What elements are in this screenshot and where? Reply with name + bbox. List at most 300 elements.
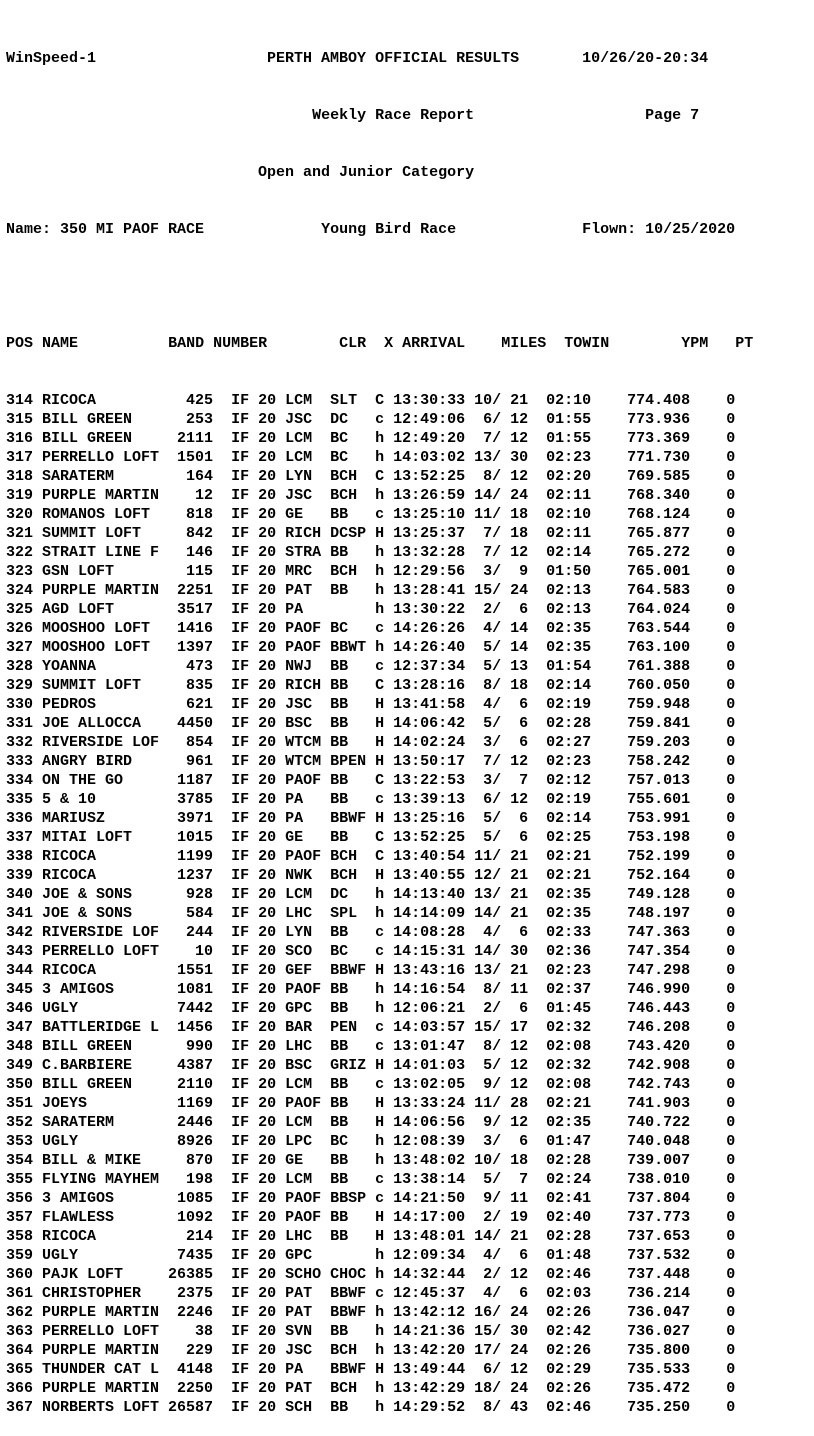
cell-pt: 0 <box>726 1114 736 1131</box>
cell-band: 928 <box>168 886 232 903</box>
cell-clr: BB <box>330 924 376 941</box>
cell-pos: 319 <box>6 487 43 504</box>
cell-x: C <box>375 772 394 789</box>
cell-ring: IF 20 JSC <box>231 696 331 713</box>
cell-pt: 0 <box>726 639 736 656</box>
cell-name: MARIUSZ <box>42 810 169 827</box>
cell-x: h <box>375 1000 394 1017</box>
cell-arrival: 13:28:41 <box>393 582 475 599</box>
cell-towin: 02:33 <box>546 924 610 941</box>
cell-ypm: 755.601 <box>609 791 727 808</box>
cell-pos: 351 <box>6 1095 43 1112</box>
cell-band: 253 <box>168 411 232 428</box>
cell-pos: 337 <box>6 829 43 846</box>
cell-pt: 0 <box>726 1076 736 1093</box>
cell-ring: IF 20 JSC <box>231 1342 331 1359</box>
cell-ring: IF 20 LHC <box>231 905 331 922</box>
cell-arrival: 14:02:24 <box>393 734 475 751</box>
cell-towin: 02:13 <box>546 601 610 618</box>
cell-pt: 0 <box>726 1380 736 1397</box>
cell-clr: BC <box>330 449 376 466</box>
cell-x: c <box>375 1285 394 1302</box>
cell-clr: BBWF <box>330 1304 376 1321</box>
table-row <box>6 543 753 562</box>
cell-x: C <box>375 848 394 865</box>
cell-band: 244 <box>168 924 232 941</box>
cell-arrival: 13:22:53 <box>393 772 475 789</box>
cell-ypm: 771.730 <box>609 449 727 466</box>
cell-miles: 15/ 24 <box>474 582 547 599</box>
cell-miles: 9/ 11 <box>474 1190 547 1207</box>
cell-ypm: 769.585 <box>609 468 727 485</box>
cell-pos: 350 <box>6 1076 43 1093</box>
cell-arrival: 13:25:37 <box>393 525 475 542</box>
cell-band: 164 <box>168 468 232 485</box>
cell-arrival: 13:26:59 <box>393 487 475 504</box>
cell-name: BATTLERIDGE L <box>42 1019 169 1036</box>
cell-ypm: 761.388 <box>609 658 727 675</box>
cell-ring: IF 20 PA <box>231 810 331 827</box>
cell-pos: 367 <box>6 1399 43 1416</box>
cell-arrival: 13:42:29 <box>393 1380 475 1397</box>
cell-name: PERRELLO LOFT <box>42 943 169 960</box>
cell-ypm: 765.001 <box>609 563 727 580</box>
cell-arrival: 12:37:34 <box>393 658 475 675</box>
cell-pos: 329 <box>6 677 43 694</box>
cell-x: C <box>375 392 394 409</box>
cell-pt: 0 <box>726 525 736 542</box>
race-type: Young Bird Race <box>321 221 457 238</box>
cell-miles: 4/ 6 <box>474 924 547 941</box>
table-row <box>6 714 753 733</box>
cell-ring: IF 20 PAOF <box>231 1190 331 1207</box>
cell-ypm: 764.583 <box>609 582 727 599</box>
table-row <box>6 410 753 429</box>
cell-towin: 02:36 <box>546 943 610 960</box>
cell-clr: BBWF <box>330 810 376 827</box>
cell-band: 584 <box>168 905 232 922</box>
table-row <box>6 581 753 600</box>
cell-x: h <box>375 1323 394 1340</box>
cell-miles: 10/ 18 <box>474 1152 547 1169</box>
cell-pt: 0 <box>726 677 736 694</box>
cell-arrival: 13:41:58 <box>393 696 475 713</box>
cell-towin: 02:41 <box>546 1190 610 1207</box>
cell-pt: 0 <box>726 715 736 732</box>
cell-band: 1081 <box>168 981 232 998</box>
cell-clr: BCH <box>330 867 376 884</box>
cell-pt: 0 <box>726 1342 736 1359</box>
cell-band: 842 <box>168 525 232 542</box>
cell-name: UGLY <box>42 1133 169 1150</box>
cell-ring: IF 20 LCM <box>231 1114 331 1131</box>
cell-band: 473 <box>168 658 232 675</box>
cell-towin: 02:19 <box>546 791 610 808</box>
cell-arrival: 14:06:56 <box>393 1114 475 1131</box>
cell-pos: 333 <box>6 753 43 770</box>
cell-band: 7435 <box>168 1247 232 1264</box>
table-row <box>6 391 753 410</box>
cell-ypm: 764.024 <box>609 601 727 618</box>
table-row <box>6 1056 753 1075</box>
cell-name: PURPLE MARTIN <box>42 582 169 599</box>
cell-band: 2251 <box>168 582 232 599</box>
table-row <box>6 980 753 999</box>
table-row <box>6 1075 753 1094</box>
cell-ypm: 736.214 <box>609 1285 727 1302</box>
cell-x: h <box>375 1399 394 1416</box>
cell-miles: 3/ 9 <box>474 563 547 580</box>
cell-towin: 02:42 <box>546 1323 610 1340</box>
table-row <box>6 866 753 885</box>
table-row <box>6 809 753 828</box>
cell-arrival: 12:08:39 <box>393 1133 475 1150</box>
col-pos: POS <box>6 335 34 352</box>
cell-arrival: 14:03:02 <box>393 449 475 466</box>
cell-ring: IF 20 PAOF <box>231 1095 331 1112</box>
table-row <box>6 923 753 942</box>
cell-miles: 8/ 11 <box>474 981 547 998</box>
cell-miles: 10/ 21 <box>474 392 547 409</box>
cell-x: h <box>375 544 394 561</box>
cell-pt: 0 <box>726 468 736 485</box>
cell-towin: 01:55 <box>546 430 610 447</box>
cell-band: 8926 <box>168 1133 232 1150</box>
cell-ring: IF 20 LHC <box>231 1228 331 1245</box>
cell-arrival: 14:01:03 <box>393 1057 475 1074</box>
cell-band: 990 <box>168 1038 232 1055</box>
cell-name: PURPLE MARTIN <box>42 1342 169 1359</box>
cell-pos: 340 <box>6 886 43 903</box>
cell-ring: IF 20 GPC <box>231 1247 331 1264</box>
table-row <box>6 1341 753 1360</box>
table-row <box>6 676 753 695</box>
cell-x: H <box>375 962 394 979</box>
col-ypm: YPM <box>681 335 709 352</box>
cell-pos: 325 <box>6 601 43 618</box>
cell-band: 1015 <box>168 829 232 846</box>
cell-pos: 330 <box>6 696 43 713</box>
cell-clr: BCH <box>330 1380 376 1397</box>
cell-name: MITAI LOFT <box>42 829 169 846</box>
cell-clr: BBWF <box>330 962 376 979</box>
cell-pos: 352 <box>6 1114 43 1131</box>
cell-ypm: 759.948 <box>609 696 727 713</box>
cell-pt: 0 <box>726 1266 736 1283</box>
cell-pos: 356 <box>6 1190 43 1207</box>
cell-towin: 02:20 <box>546 468 610 485</box>
cell-band: 2375 <box>168 1285 232 1302</box>
cell-band: 3785 <box>168 791 232 808</box>
cell-pos: 334 <box>6 772 43 789</box>
cell-band: 229 <box>168 1342 232 1359</box>
cell-x: c <box>375 791 394 808</box>
cell-towin: 02:08 <box>546 1038 610 1055</box>
cell-towin: 02:29 <box>546 1361 610 1378</box>
cell-pos: 348 <box>6 1038 43 1055</box>
cell-name: MOOSHOO LOFT <box>42 639 169 656</box>
cell-miles: 4/ 6 <box>474 1285 547 1302</box>
cell-towin: 02:21 <box>546 867 610 884</box>
cell-arrival: 14:16:54 <box>393 981 475 998</box>
cell-ypm: 746.443 <box>609 1000 727 1017</box>
cell-ring: IF 20 LPC <box>231 1133 331 1150</box>
cell-towin: 02:26 <box>546 1342 610 1359</box>
column-headers <box>6 334 753 353</box>
cell-name: CHRISTOPHER <box>42 1285 169 1302</box>
cell-ypm: 740.048 <box>609 1133 727 1150</box>
cell-arrival: 12:45:37 <box>393 1285 475 1302</box>
cell-pt: 0 <box>726 601 736 618</box>
cell-name: MOOSHOO LOFT <box>42 620 169 637</box>
cell-pos: 314 <box>6 392 43 409</box>
col-towin: TOWIN <box>564 335 610 352</box>
cell-arrival: 13:33:24 <box>393 1095 475 1112</box>
cell-clr: BB <box>330 658 376 675</box>
cell-pt: 0 <box>726 563 736 580</box>
header-line-3 <box>6 163 753 182</box>
cell-pos: 335 <box>6 791 43 808</box>
cell-x: H <box>375 696 394 713</box>
cell-band: 1551 <box>168 962 232 979</box>
cell-towin: 02:28 <box>546 1228 610 1245</box>
cell-ring: IF 20 RICH <box>231 525 331 542</box>
cell-band: 26587 <box>168 1399 232 1416</box>
cell-clr: BBWF <box>330 1361 376 1378</box>
cell-pt: 0 <box>726 1038 736 1055</box>
cell-clr: BCH <box>330 468 376 485</box>
cell-towin: 01:47 <box>546 1133 610 1150</box>
table-row <box>6 1189 753 1208</box>
cell-miles: 6/ 12 <box>474 411 547 428</box>
cell-arrival: 13:02:05 <box>393 1076 475 1093</box>
cell-ring: IF 20 LCM <box>231 1076 331 1093</box>
cell-ring: IF 20 WTCM <box>231 734 331 751</box>
cell-miles: 11/ 18 <box>474 506 547 523</box>
cell-clr <box>330 601 375 618</box>
cell-clr: BB <box>330 1000 376 1017</box>
cell-x: H <box>375 1095 394 1112</box>
cell-clr: BB <box>330 829 376 846</box>
cell-x: H <box>375 753 394 770</box>
table-row <box>6 1322 753 1341</box>
cell-x: h <box>375 1133 394 1150</box>
cell-towin: 02:11 <box>546 525 610 542</box>
cell-pos: 321 <box>6 525 43 542</box>
cell-arrival: 14:21:50 <box>393 1190 475 1207</box>
cell-x: h <box>375 449 394 466</box>
cell-arrival: 14:08:28 <box>393 924 475 941</box>
cell-name: RICOCA <box>42 1228 169 1245</box>
cell-pt: 0 <box>726 772 736 789</box>
cell-name: 3 AMIGOS <box>42 1190 169 1207</box>
cell-x: h <box>375 1342 394 1359</box>
cell-pos: 341 <box>6 905 43 922</box>
cell-clr: BB <box>330 1152 376 1169</box>
table-row <box>6 1284 753 1303</box>
cell-towin: 02:14 <box>546 810 610 827</box>
cell-name: AGD LOFT <box>42 601 169 618</box>
cell-arrival: 13:40:55 <box>393 867 475 884</box>
cell-miles: 11/ 21 <box>474 848 547 865</box>
col-arrival: ARRIVAL <box>402 335 466 352</box>
cell-pt: 0 <box>726 1171 736 1188</box>
cell-x: H <box>375 525 394 542</box>
cell-ring: IF 20 LCM <box>231 449 331 466</box>
cell-towin: 01:54 <box>546 658 610 675</box>
cell-x: H <box>375 734 394 751</box>
cell-name: ANGRY BIRD <box>42 753 169 770</box>
cell-pos: 338 <box>6 848 43 865</box>
cell-towin: 02:35 <box>546 620 610 637</box>
table-row <box>6 1227 753 1246</box>
cell-towin: 02:26 <box>546 1304 610 1321</box>
cell-pt: 0 <box>726 411 736 428</box>
table-row <box>6 695 753 714</box>
table-row <box>6 505 753 524</box>
cell-name: RICOCA <box>42 392 169 409</box>
cell-band: 2446 <box>168 1114 232 1131</box>
cell-pos: 317 <box>6 449 43 466</box>
cell-pt: 0 <box>726 962 736 979</box>
table-row <box>6 961 753 980</box>
cell-x: h <box>375 1152 394 1169</box>
cell-ypm: 753.991 <box>609 810 727 827</box>
cell-miles: 11/ 28 <box>474 1095 547 1112</box>
table-row <box>6 1398 753 1417</box>
cell-towin: 01:55 <box>546 411 610 428</box>
cell-miles: 13/ 21 <box>474 886 547 903</box>
cell-pos: 336 <box>6 810 43 827</box>
cell-arrival: 14:13:40 <box>393 886 475 903</box>
cell-ring: IF 20 WTCM <box>231 753 331 770</box>
cell-ypm: 773.369 <box>609 430 727 447</box>
cell-miles: 16/ 24 <box>474 1304 547 1321</box>
cell-miles: 5/ 12 <box>474 1057 547 1074</box>
cell-ypm: 742.908 <box>609 1057 727 1074</box>
cell-pt: 0 <box>726 449 736 466</box>
cell-pos: 324 <box>6 582 43 599</box>
cell-pt: 0 <box>726 696 736 713</box>
table-row <box>6 486 753 505</box>
cell-name: GSN LOFT <box>42 563 169 580</box>
cell-clr: BBWF <box>330 1285 376 1302</box>
cell-pos: 361 <box>6 1285 43 1302</box>
table-row <box>6 771 753 790</box>
cell-arrival: 13:49:44 <box>393 1361 475 1378</box>
cell-pt: 0 <box>726 829 736 846</box>
table-row <box>6 1265 753 1284</box>
cell-ring: IF 20 PAT <box>231 1285 331 1302</box>
cell-clr: SLT <box>330 392 376 409</box>
cell-x: c <box>375 924 394 941</box>
table-row <box>6 847 753 866</box>
cell-name: SARATERM <box>42 468 169 485</box>
cell-band: 12 <box>168 487 232 504</box>
cell-band: 2111 <box>168 430 232 447</box>
club-title: PERTH AMBOY OFFICIAL RESULTS <box>267 50 520 67</box>
cell-clr: BB <box>330 1209 376 1226</box>
cell-band: 870 <box>168 1152 232 1169</box>
cell-miles: 7/ 18 <box>474 525 547 542</box>
cell-ring: IF 20 PAOF <box>231 639 331 656</box>
cell-ypm: 773.936 <box>609 411 727 428</box>
cell-ypm: 735.800 <box>609 1342 727 1359</box>
cell-name: PURPLE MARTIN <box>42 1304 169 1321</box>
cell-arrival: 13:52:25 <box>393 468 475 485</box>
cell-miles: 8/ 12 <box>474 1038 547 1055</box>
cell-pt: 0 <box>726 544 736 561</box>
cell-x: c <box>375 943 394 960</box>
table-row <box>6 790 753 809</box>
cell-pos: 327 <box>6 639 43 656</box>
cell-arrival: 14:03:57 <box>393 1019 475 1036</box>
cell-clr: DCSP <box>330 525 376 542</box>
cell-pt: 0 <box>726 430 736 447</box>
cell-ring: IF 20 GE <box>231 829 331 846</box>
cell-towin: 02:32 <box>546 1057 610 1074</box>
cell-clr: BCH <box>330 848 376 865</box>
cell-pt: 0 <box>726 658 736 675</box>
table-row <box>6 619 753 638</box>
cell-ring: IF 20 PAT <box>231 1380 331 1397</box>
cell-band: 1199 <box>168 848 232 865</box>
cell-band: 1456 <box>168 1019 232 1036</box>
cell-ring: IF 20 LCM <box>231 430 331 447</box>
cell-name: ROMANOS LOFT <box>42 506 169 523</box>
cell-band: 146 <box>168 544 232 561</box>
cell-pt: 0 <box>726 848 736 865</box>
cell-band: 2246 <box>168 1304 232 1321</box>
cell-towin: 02:13 <box>546 582 610 599</box>
cell-ring: IF 20 RICH <box>231 677 331 694</box>
cell-name: THUNDER CAT L <box>42 1361 169 1378</box>
cell-pt: 0 <box>726 1095 736 1112</box>
cell-ypm: 746.208 <box>609 1019 727 1036</box>
cell-arrival: 12:49:20 <box>393 430 475 447</box>
cell-x: h <box>375 563 394 580</box>
cell-arrival: 14:14:09 <box>393 905 475 922</box>
cell-band: 1416 <box>168 620 232 637</box>
cell-miles: 2/ 6 <box>474 1000 547 1017</box>
cell-clr: BB <box>330 772 376 789</box>
cell-x: h <box>375 1304 394 1321</box>
cell-ypm: 757.013 <box>609 772 727 789</box>
cell-pt: 0 <box>726 753 736 770</box>
cell-x: H <box>375 715 394 732</box>
cell-ypm: 749.128 <box>609 886 727 903</box>
cell-towin: 02:19 <box>546 696 610 713</box>
cell-pos: 316 <box>6 430 43 447</box>
cell-pt: 0 <box>726 943 736 960</box>
cell-ypm: 737.448 <box>609 1266 727 1283</box>
cell-name: C.BARBIERE <box>42 1057 169 1074</box>
cell-pt: 0 <box>726 582 736 599</box>
cell-pos: 354 <box>6 1152 43 1169</box>
cell-ring: IF 20 NWJ <box>231 658 331 675</box>
page-number: Page 7 <box>645 107 700 124</box>
cell-pt: 0 <box>726 905 736 922</box>
cell-band: 818 <box>168 506 232 523</box>
cell-band: 4148 <box>168 1361 232 1378</box>
cell-pt: 0 <box>726 810 736 827</box>
cell-miles: 2/ 6 <box>474 601 547 618</box>
header-line-4 <box>6 220 753 239</box>
cell-ring: IF 20 LCM <box>231 392 331 409</box>
cell-x: C <box>375 829 394 846</box>
cell-ypm: 768.124 <box>609 506 727 523</box>
cell-arrival: 14:06:42 <box>393 715 475 732</box>
